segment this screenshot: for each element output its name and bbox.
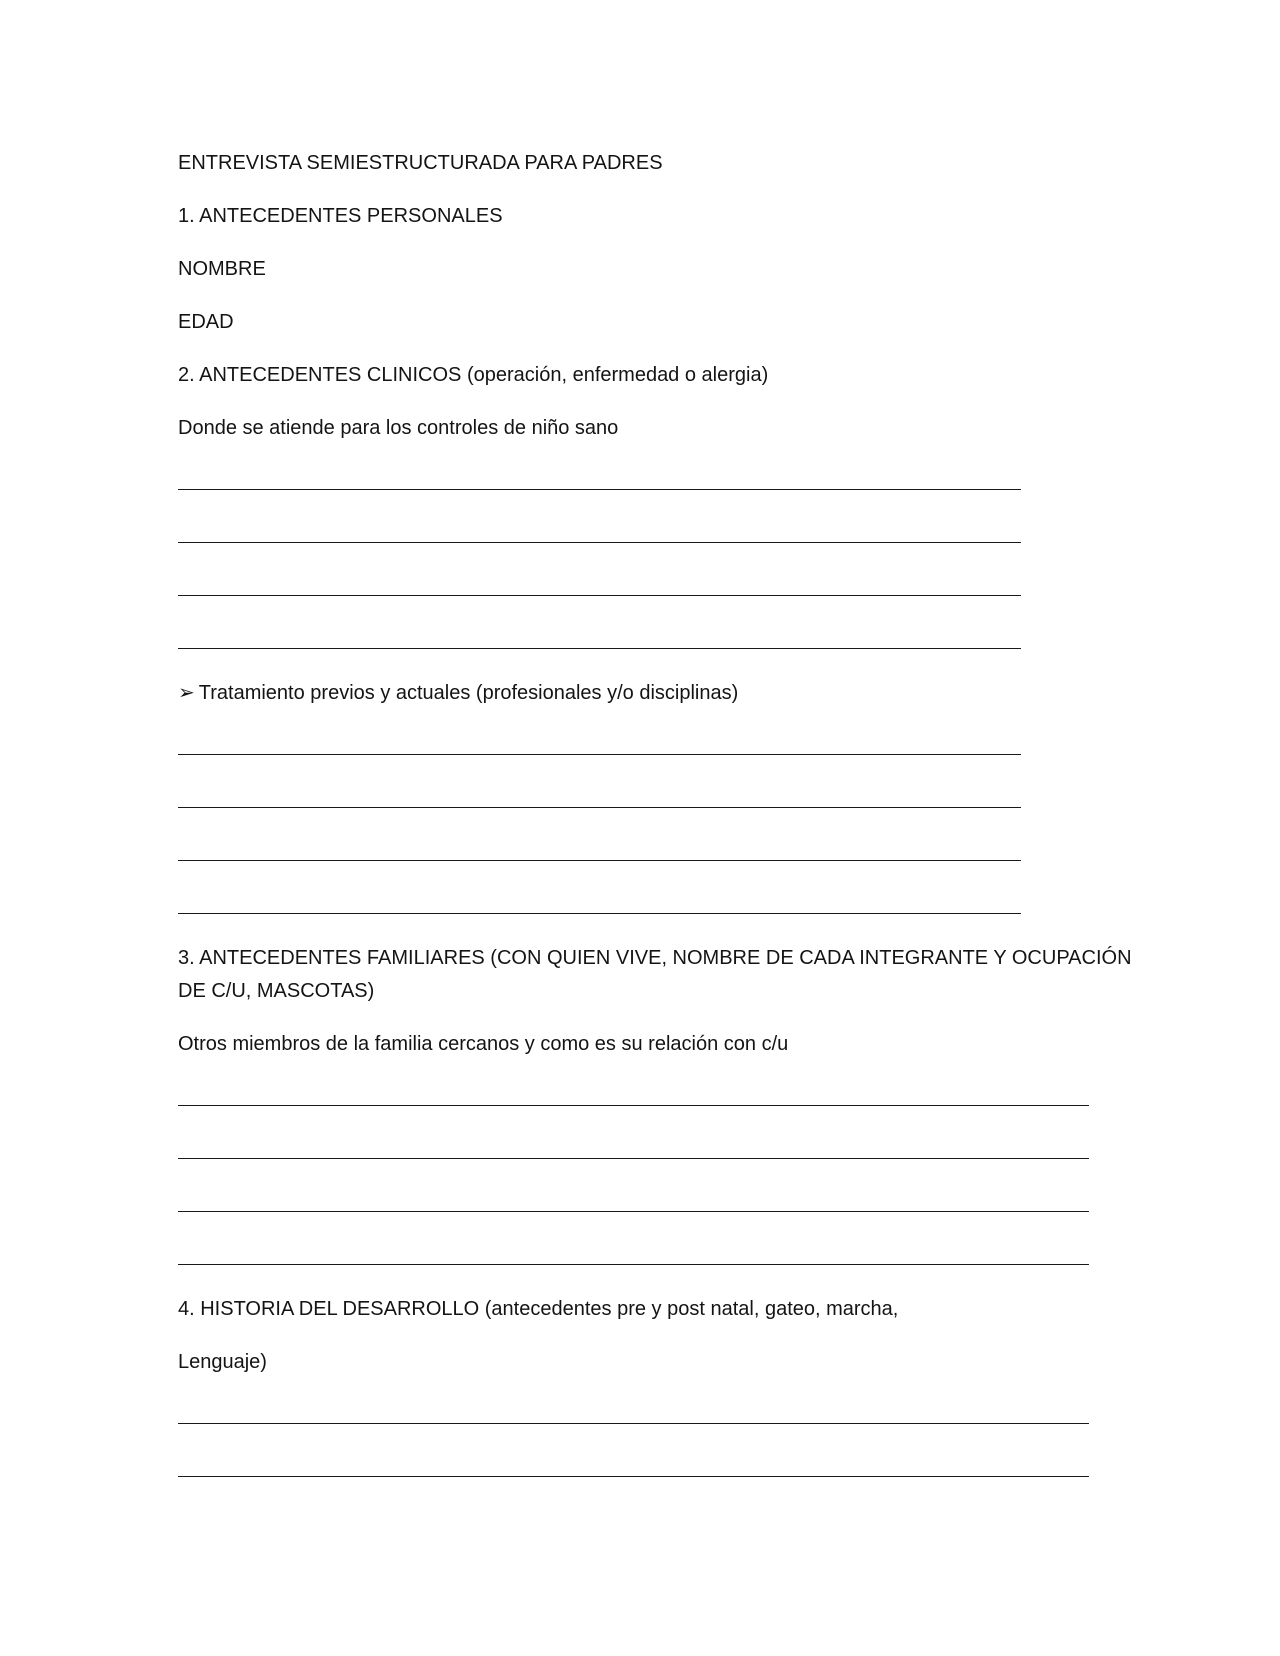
answer-line[interactable] [178, 1476, 1089, 1477]
section2-heading: 2. ANTECEDENTES CLINICOS (operación, enfermedad o alergia) [178, 364, 769, 386]
answer-line[interactable] [178, 807, 1021, 808]
answer-line[interactable] [178, 489, 1021, 490]
answer-line[interactable] [178, 595, 1021, 596]
bullet-item [178, 681, 738, 705]
section3-heading-line2: DE C/U, MASCOTAS) [178, 980, 375, 1002]
answer-line[interactable] [178, 1158, 1089, 1159]
answer-line[interactable] [178, 542, 1021, 543]
section3-heading-line1: 3. ANTECEDENTES FAMILIARES (CON QUIEN VIVE, NOMBRE DE CADA INTEGRANTE Y OCUPACIÓN [178, 947, 1132, 969]
section4-heading-line1: 4. HISTORIA DEL DESARROLLO (antecedentes pre y post natal, gateo, marcha, [178, 1298, 899, 1320]
answer-line[interactable] [178, 1423, 1089, 1424]
section3-question: Otros miembros de la familia cercanos y como es su relación con c/u [178, 1033, 789, 1055]
section4-heading-line2: Lenguaje) [178, 1351, 267, 1373]
document-title: ENTREVISTA SEMIESTRUCTURADA PARA PADRES [178, 152, 663, 174]
answer-line[interactable] [178, 754, 1021, 755]
section2-question: Donde se atiende para los controles de niño sano [178, 417, 619, 439]
arrow-bullet-icon: ➢ [178, 682, 195, 704]
answer-line[interactable] [178, 1264, 1089, 1265]
answer-line[interactable] [178, 913, 1021, 914]
answer-line[interactable] [178, 648, 1021, 649]
answer-line[interactable] [178, 1211, 1089, 1212]
answer-line[interactable] [178, 1105, 1089, 1106]
section1-heading: 1. ANTECEDENTES PERSONALES [178, 205, 503, 227]
field-edad: EDAD [178, 311, 234, 333]
answer-line[interactable] [178, 860, 1021, 861]
bullet-text: Tratamiento previos y actuales (profesionales y/o disciplinas) [198, 682, 739, 704]
field-nombre: NOMBRE [178, 258, 266, 280]
